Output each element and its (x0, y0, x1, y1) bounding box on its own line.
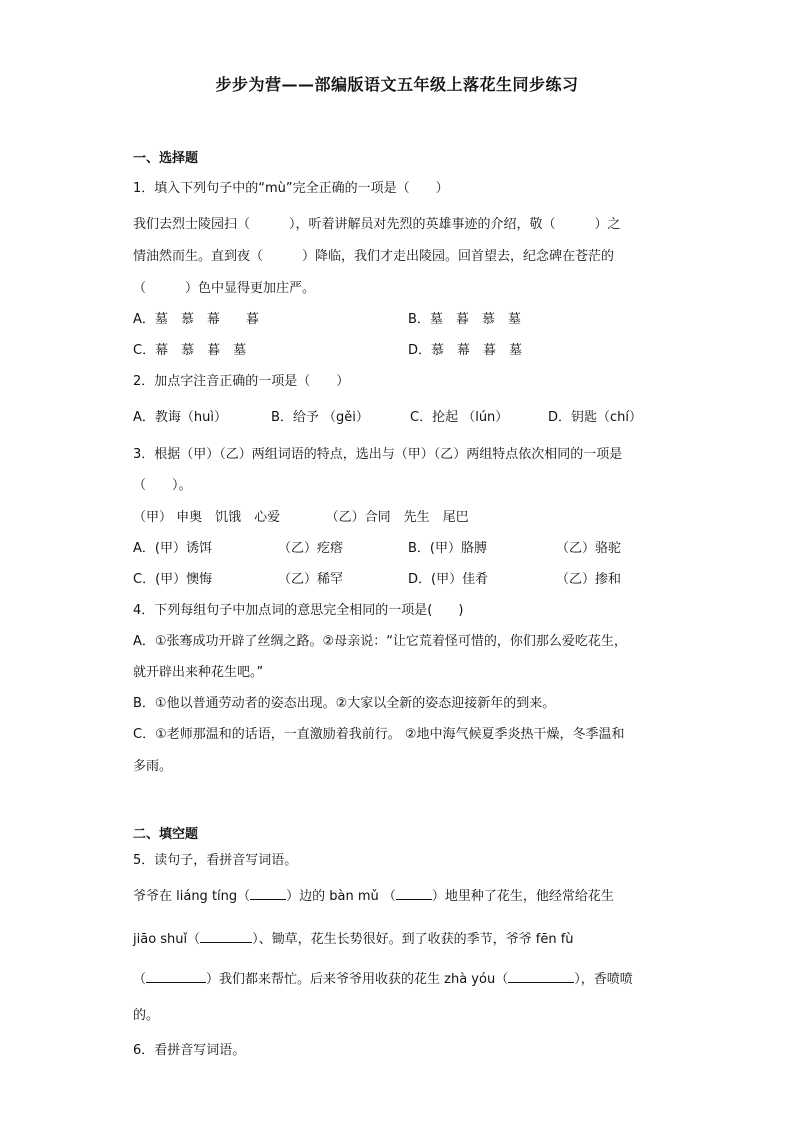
answer-blank[interactable] (200, 930, 252, 943)
question-5-line-1 (133, 885, 614, 904)
answer-blank[interactable] (250, 887, 286, 900)
question-3-option-c-yi: （乙）稀罕 (278, 572, 344, 587)
question-1-passage-line: 我们去烈士陵园扫（ ），听着讲解员对先烈的英雄事迹的介绍，敬（ ）之 (133, 217, 621, 232)
question-5-line-2 (133, 928, 574, 947)
question-1-option-b[interactable]: B．墓 暮 慕 墓 (408, 312, 521, 327)
question-5-line-4: 的。 (133, 1008, 160, 1023)
q5-text: （ (133, 972, 147, 987)
question-3-option-b-yi: （乙）骆驼 (556, 541, 622, 556)
question-3-stem: 3．根据（甲）（乙）两组词语的特点，选出与（甲）（乙）两组特点依次相同的一项是 (133, 447, 623, 462)
question-1-option-a[interactable]: A．墓 慕 幕 暮 (133, 312, 259, 327)
question-2-option-a[interactable]: A．教诲（huì） (133, 410, 227, 425)
question-1-option-c[interactable]: C．幕 慕 暮 墓 (133, 343, 247, 358)
q5-text: ）边的 bàn mǔ （ (286, 889, 396, 904)
question-2-option-c[interactable]: C．抡起 （lún） (410, 410, 509, 425)
question-2-option-b[interactable]: B．给予 （gěi） (271, 410, 369, 425)
q5-text: 爷爷在 liáng tíng（ (133, 889, 251, 904)
q5-text: ），香喷喷 (574, 972, 633, 987)
question-3-groups: （甲） 申奥 饥饿 心爱 （乙）合同 先生 尾巴 (133, 510, 469, 525)
question-4-stem: 4．下列每组句子中加点词的意思完全相同的一项是( ) (133, 603, 464, 618)
question-4-option-a[interactable]: A．①张骞成功开辟了丝绸之路。②母亲说：“让它荒着怪可惜的，你们那么爱吃花生， (133, 634, 627, 649)
answer-blank[interactable] (508, 970, 574, 983)
answer-blank[interactable] (396, 887, 432, 900)
question-3-stem-cont: （ ）。 (133, 478, 192, 493)
question-2-option-d[interactable]: D．钥匙（chí） (548, 410, 643, 425)
question-4-option-c-cont: 多雨。 (133, 759, 173, 774)
question-3-option-a-yi: （乙）疙瘩 (278, 541, 344, 556)
section-heading-choice: 一、选择题 (133, 151, 199, 166)
question-1-passage-line: 情油然而生。直到夜（ ）降临，我们才走出陵园。回首望去，纪念碑在苍茫的 (133, 249, 615, 264)
q5-text: ）地里种了花生，他经常给花生 (431, 889, 614, 904)
question-1-passage-line: （ ）色中显得更加庄严。 (133, 281, 316, 296)
question-4-option-c[interactable]: C．①老师那温和的话语，一直激励着我前行。 ②地中海气候夏季炎热干燥，冬季温和 (133, 727, 625, 742)
question-3-option-d[interactable]: D．(甲）佳肴 (408, 572, 489, 587)
q5-text: jiāo shuǐ（ (133, 932, 201, 947)
question-3-option-b[interactable]: B．(甲）胳膊 (408, 541, 487, 556)
question-3-option-d-yi: （乙）掺和 (556, 572, 622, 587)
question-2-stem: 2．加点字注音正确的一项是（ ） (133, 374, 350, 389)
section-heading-fill: 二、填空题 (133, 827, 199, 842)
q5-text: ）我们都来帮忙。后来爷爷用收获的花生 zhà yóu（ (206, 972, 509, 987)
question-5-line-3 (133, 968, 633, 987)
question-3-option-c[interactable]: C．(甲）懊悔 (133, 572, 213, 587)
question-1-stem: 1．填入下列句子中的“mù”完全正确的一项是（ ） (133, 181, 449, 196)
page-title: 步步为营——部编版语文五年级上落花生同步练习 (215, 75, 579, 94)
question-3-option-a[interactable]: A．(甲）诱饵 (133, 541, 212, 556)
question-5-stem: 5．读句子，看拼音写词语。 (133, 853, 298, 868)
q5-text: ）、锄草，花生长势很好。到了收获的季节，爷爷 fēn fù (252, 932, 574, 947)
question-1-option-d[interactable]: D．慕 幕 暮 墓 (408, 343, 523, 358)
question-4-option-a-cont: 就开辟出来种花生吧。” (133, 665, 264, 680)
question-4-option-b[interactable]: B．①他以普通劳动者的姿态出现。②大家以全新的姿态迎接新年的到来。 (133, 696, 556, 711)
answer-blank[interactable] (146, 970, 206, 983)
question-6-stem: 6．看拼音写词语。 (133, 1043, 246, 1058)
